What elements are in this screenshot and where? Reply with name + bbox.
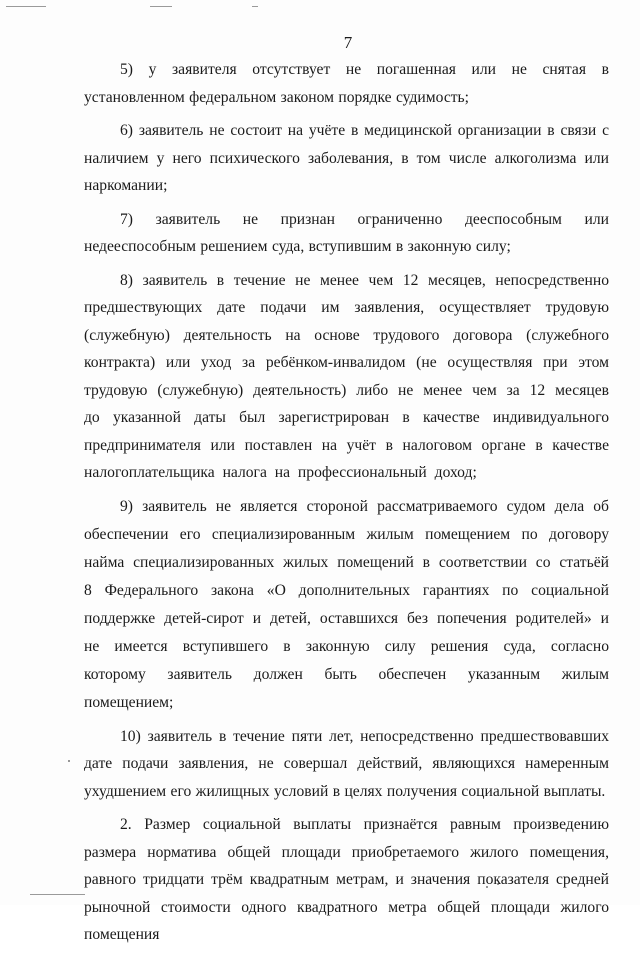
paragraph-item-5: 5) у заявителя отсутствует не погашенная или не снятая в установленном федеральном законом порядке судимость; [84,61,609,106]
paragraph-item-8: 8) заявитель в течение не менее чем 12 месяцев, непосредственно предшествующих дате подачи им заявления, осуществляет трудовую (служебную) деятельность на основе трудового договора (служебного контракта) или уход за ребёнком-инвалидом (не осуществляя при этом трудовую (служебную) деятельность) либо не менее чем за 12 месяцев до указанной даты был зарегистрирован в качестве индивидуального предпринимателя или поставлен на учёт в налоговом органе в качестве налогоплательщика налога на профессиональный доход; [84,271,609,481]
scan-artifact-dot [68,760,70,762]
document-body [84,56,609,955]
paragraph-item-7: 7) заявитель не признан ограниченно дееспособным или недееспособным решением суда, вступившим в законную силу; [84,210,609,255]
page-number: 7 [343,33,353,52]
paragraph-section-2: 2. Размер социальной выплаты признаётся равным произведению размера норматива общей площади приобретаемого жилого помещения, равного тридцати трём квадратным метрам, и значения показателя средней рыночной стоимости одного квадратного метра общей площади жилого помещения [84,816,609,943]
scan-artifact-top-center [150,6,172,7]
paragraph-item-10: 10) заявитель в течение пяти лет, непосредственно предшествовавших дате подачи заявления, не совершал действий, являющихся намеренным ухудшением его жилищных условий в целях получения социальной выплаты. [84,727,609,800]
scan-artifact-top-left [6,6,46,7]
paragraph-item-6: 6) заявитель не состоит на учёте в медицинской организации в связи с наличием у него психического заболевания, в том числе алкоголизма или наркомании; [84,122,609,194]
paragraph-item-9: 9) заявитель не является стороной рассматриваемого судом дела об обеспечении его специализированным жилым помещением по договору найма специализированных жилых помещений в соответствии со статьёй 8 Федерального закона «О дополнительных гарантиях по социальной поддержке детей-сирот и детей, оставшихся без попечения родителей» и не имеется вступившего в законную силу решения суда, согласно которому заявитель должен быть обеспечен указанным жилым помещением; [84,497,609,711]
scan-artifact-bottom-left [30,894,85,895]
scan-artifact-top-right [252,6,258,7]
